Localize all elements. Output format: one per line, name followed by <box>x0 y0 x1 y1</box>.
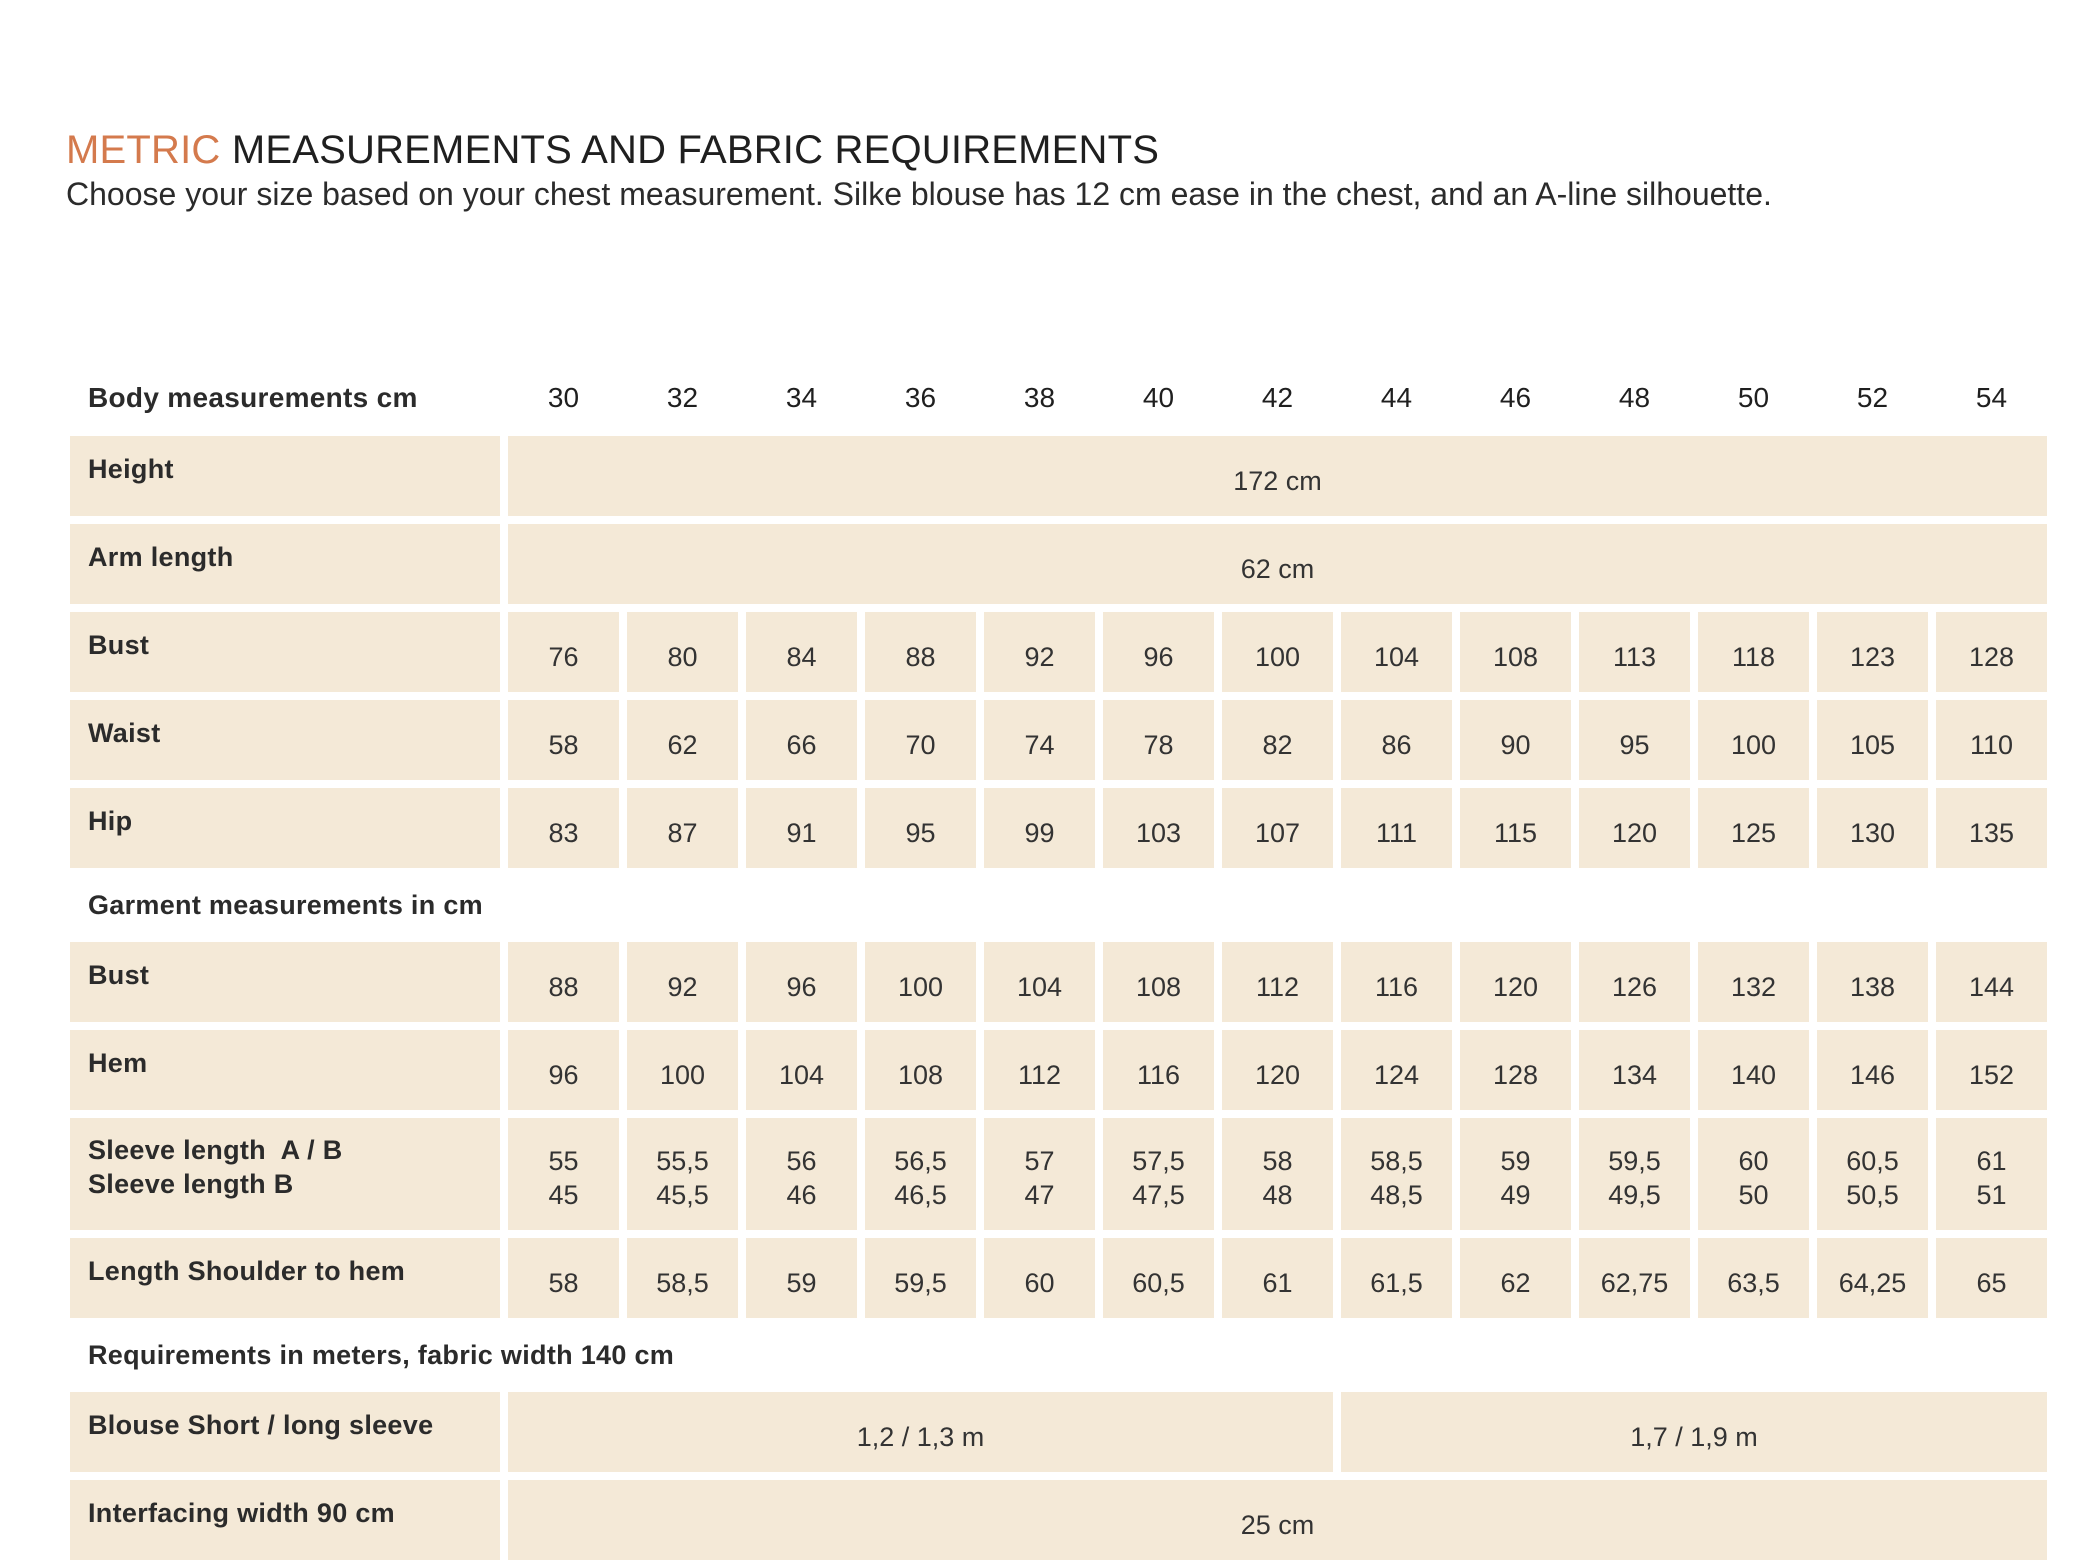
row-bust <box>70 612 2047 692</box>
table-cell: 100 <box>865 942 976 1022</box>
sleeve-value-a: 55,5 <box>656 1146 709 1176</box>
table-cell <box>1460 1118 1571 1230</box>
sleeve-value-a: 61 <box>1976 1146 2007 1176</box>
table-cell: 63,5 <box>1698 1238 1809 1318</box>
table-cell: 87 <box>627 788 738 868</box>
size-header: 42 <box>1261 382 1294 413</box>
table-cell: 96 <box>1103 612 1214 692</box>
table-cell: 62,75 <box>1579 1238 1690 1318</box>
table-cell: 95 <box>865 788 976 868</box>
sleeve-value-a: 58,5 <box>1370 1146 1423 1176</box>
table-cell: 123 <box>1817 612 1928 692</box>
table-cell: 86 <box>1341 700 1452 780</box>
table-cell <box>508 1118 619 1230</box>
sleeve-value-a: 57 <box>1024 1146 1055 1176</box>
table-cell <box>627 1118 738 1230</box>
table-cell: 104 <box>1341 612 1452 692</box>
sleeve-value-b: 46,5 <box>894 1180 947 1210</box>
table-cell: 138 <box>1817 942 1928 1022</box>
table-cell <box>865 1118 976 1230</box>
table-cell: 107 <box>1222 788 1333 868</box>
size-header: 40 <box>1142 382 1175 413</box>
arm-length-value: 62 cm <box>508 524 2047 604</box>
sleeve-value-a: 57,5 <box>1132 1146 1185 1176</box>
page-subtitle: Choose your size based on your chest measurement. Silke blouse has 12 cm ease in the chest, and an A-line silhouette. <box>66 176 1772 212</box>
row-label: Interfacing width 90 cm <box>70 1480 500 1560</box>
table-cell: 118 <box>1698 612 1809 692</box>
sleeve-value-a: 60,5 <box>1846 1146 1899 1176</box>
row-label: Waist <box>70 700 500 780</box>
table-cell: 112 <box>984 1030 1095 1110</box>
table-cell: 130 <box>1817 788 1928 868</box>
table-cell: 78 <box>1103 700 1214 780</box>
row-label: Bust <box>70 942 500 1022</box>
blouse-value-large: 1,7 / 1,9 m <box>1341 1392 2047 1472</box>
table-cell: 135 <box>1936 788 2047 868</box>
table-cell: 103 <box>1103 788 1214 868</box>
table-cell: 100 <box>1222 612 1333 692</box>
table-cell: 58 <box>508 700 619 780</box>
table-cell: 64,25 <box>1817 1238 1928 1318</box>
size-header: 50 <box>1737 382 1770 413</box>
size-header: 44 <box>1380 382 1413 413</box>
table-cell: 60 <box>984 1238 1095 1318</box>
table-cell: 59 <box>746 1238 857 1318</box>
table-cell: 70 <box>865 700 976 780</box>
table-cell: 144 <box>1936 942 2047 1022</box>
table-cell: 152 <box>1936 1030 2047 1110</box>
table-cell: 61,5 <box>1341 1238 1452 1318</box>
table-cell <box>984 1118 1095 1230</box>
size-header: 36 <box>904 382 937 413</box>
table-cell: 112 <box>1222 942 1333 1022</box>
table-cell: 111 <box>1341 788 1452 868</box>
row-hem <box>70 1030 2047 1110</box>
table-cell: 60,5 <box>1103 1238 1214 1318</box>
row-hip <box>70 788 2047 868</box>
section-garment <box>70 876 2047 934</box>
row-label <box>70 1118 500 1230</box>
table-cell <box>1698 1118 1809 1230</box>
table-cell <box>1936 1118 2047 1230</box>
row-label: Length Shoulder to hem <box>70 1238 500 1318</box>
table-cell: 110 <box>1936 700 2047 780</box>
size-header: 46 <box>1499 382 1532 413</box>
section-requirements <box>70 1326 2047 1384</box>
table-cell: 84 <box>746 612 857 692</box>
table-cell <box>746 1118 857 1230</box>
table-cell <box>1817 1118 1928 1230</box>
sleeve-value-b: 45,5 <box>656 1180 709 1210</box>
sleeve-value-a: 55 <box>548 1146 579 1176</box>
row-label: Height <box>70 436 500 516</box>
table-cell <box>1579 1118 1690 1230</box>
table-cell: 65 <box>1936 1238 2047 1318</box>
table-cell: 76 <box>508 612 619 692</box>
garment-measurements-label: Garment measurements in cm <box>88 889 483 920</box>
table-cell: 88 <box>508 942 619 1022</box>
table-cell: 59,5 <box>865 1238 976 1318</box>
table-cell: 58,5 <box>627 1238 738 1318</box>
table-cell <box>1341 1118 1452 1230</box>
table-cell: 62 <box>627 700 738 780</box>
row-shoulder-to-hem <box>70 1238 2047 1318</box>
sleeve-value-b: 50 <box>1738 1180 1769 1210</box>
row-label: Hip <box>70 788 500 868</box>
sleeve-value-b: 50,5 <box>1846 1180 1899 1210</box>
table-cell: 108 <box>1103 942 1214 1022</box>
body-measurements-label: Body measurements cm <box>88 382 418 413</box>
table-cell: 82 <box>1222 700 1333 780</box>
sleeve-value-b: 47 <box>1024 1180 1055 1210</box>
sleeve-value-a: 56,5 <box>894 1146 947 1176</box>
table-cell: 108 <box>1460 612 1571 692</box>
table-cell: 88 <box>865 612 976 692</box>
table-cell: 115 <box>1460 788 1571 868</box>
row-label: Bust <box>70 612 500 692</box>
sleeve-value-a: 59,5 <box>1608 1146 1661 1176</box>
sleeve-value-b: 49 <box>1500 1180 1531 1210</box>
sleeve-value-b: 49,5 <box>1608 1180 1661 1210</box>
title-rest: MEASUREMENTS AND FABRIC REQUIREMENTS <box>220 128 1160 172</box>
table-cell: 116 <box>1341 942 1452 1022</box>
size-header: 30 <box>547 382 580 413</box>
table-cell: 62 <box>1460 1238 1571 1318</box>
table-cell: 92 <box>984 612 1095 692</box>
table-header-row <box>70 368 2047 428</box>
sleeve-value-b: 47,5 <box>1132 1180 1185 1210</box>
table-cell: 83 <box>508 788 619 868</box>
table-cell: 92 <box>627 942 738 1022</box>
table-cell: 90 <box>1460 700 1571 780</box>
requirements-label: Requirements in meters, fabric width 140 cm <box>88 1339 675 1370</box>
sleeve-value-a: 56 <box>786 1146 817 1176</box>
table-cell: 105 <box>1817 700 1928 780</box>
row-arm-length <box>70 524 2047 604</box>
table-cell: 108 <box>865 1030 976 1110</box>
row-garment-bust <box>70 942 2047 1022</box>
table-cell: 58 <box>508 1238 619 1318</box>
table-cell: 125 <box>1698 788 1809 868</box>
table-cell: 113 <box>1579 612 1690 692</box>
size-header: 38 <box>1023 382 1056 413</box>
table-cell: 128 <box>1936 612 2047 692</box>
sleeve-value-b: 51 <box>1976 1180 2007 1210</box>
row-label: Arm length <box>70 524 500 604</box>
size-header: 32 <box>666 382 699 413</box>
table-cell: 66 <box>746 700 857 780</box>
table-cell: 134 <box>1579 1030 1690 1110</box>
table-cell: 80 <box>627 612 738 692</box>
row-label: Blouse Short / long sleeve <box>70 1392 500 1472</box>
sleeve-value-a: 60 <box>1738 1146 1769 1176</box>
table-cell: 126 <box>1579 942 1690 1022</box>
page-title <box>66 126 1159 174</box>
table-cell: 91 <box>746 788 857 868</box>
table-cell: 132 <box>1698 942 1809 1022</box>
sleeve-label-a: Sleeve length A / B <box>88 1135 343 1165</box>
row-height <box>70 436 2047 516</box>
sleeve-value-b: 48,5 <box>1370 1180 1423 1210</box>
table-cell: 120 <box>1460 942 1571 1022</box>
table-cell: 100 <box>627 1030 738 1110</box>
table-cell <box>1222 1118 1333 1230</box>
table-cell: 116 <box>1103 1030 1214 1110</box>
row-label: Hem <box>70 1030 500 1110</box>
row-waist <box>70 700 2047 780</box>
sleeve-value-a: 58 <box>1262 1146 1293 1176</box>
size-header: 54 <box>1975 382 2008 413</box>
table-cell: 146 <box>1817 1030 1928 1110</box>
table-cell: 61 <box>1222 1238 1333 1318</box>
size-header: 52 <box>1856 382 1889 413</box>
table-cell: 74 <box>984 700 1095 780</box>
table-cell: 128 <box>1460 1030 1571 1110</box>
table-cell: 99 <box>984 788 1095 868</box>
table-cell: 120 <box>1222 1030 1333 1110</box>
table-cell: 104 <box>984 942 1095 1022</box>
table-cell: 124 <box>1341 1030 1452 1110</box>
size-header: 34 <box>785 382 818 413</box>
sleeve-value-b: 46 <box>786 1180 817 1210</box>
height-value: 172 cm <box>508 436 2047 516</box>
title-accent: METRIC <box>66 128 221 172</box>
sleeve-label-b: Sleeve length B <box>88 1169 294 1199</box>
table-cell: 104 <box>746 1030 857 1110</box>
row-interfacing <box>70 1480 2047 1560</box>
table-cell: 140 <box>1698 1030 1809 1110</box>
sleeve-value-b: 45 <box>548 1180 579 1210</box>
size-chart-table <box>62 360 2055 1568</box>
blouse-value-small: 1,2 / 1,3 m <box>508 1392 1333 1472</box>
table-cell: 100 <box>1698 700 1809 780</box>
sleeve-value-a: 59 <box>1500 1146 1531 1176</box>
sleeve-value-b: 48 <box>1262 1180 1293 1210</box>
row-sleeve-length <box>70 1118 2047 1230</box>
table-cell: 96 <box>508 1030 619 1110</box>
interfacing-value: 25 cm <box>508 1480 2047 1560</box>
table-cell: 95 <box>1579 700 1690 780</box>
row-blouse <box>70 1392 2047 1472</box>
table-cell: 120 <box>1579 788 1690 868</box>
table-cell <box>1103 1118 1214 1230</box>
table-cell: 96 <box>746 942 857 1022</box>
size-header: 48 <box>1618 382 1651 413</box>
